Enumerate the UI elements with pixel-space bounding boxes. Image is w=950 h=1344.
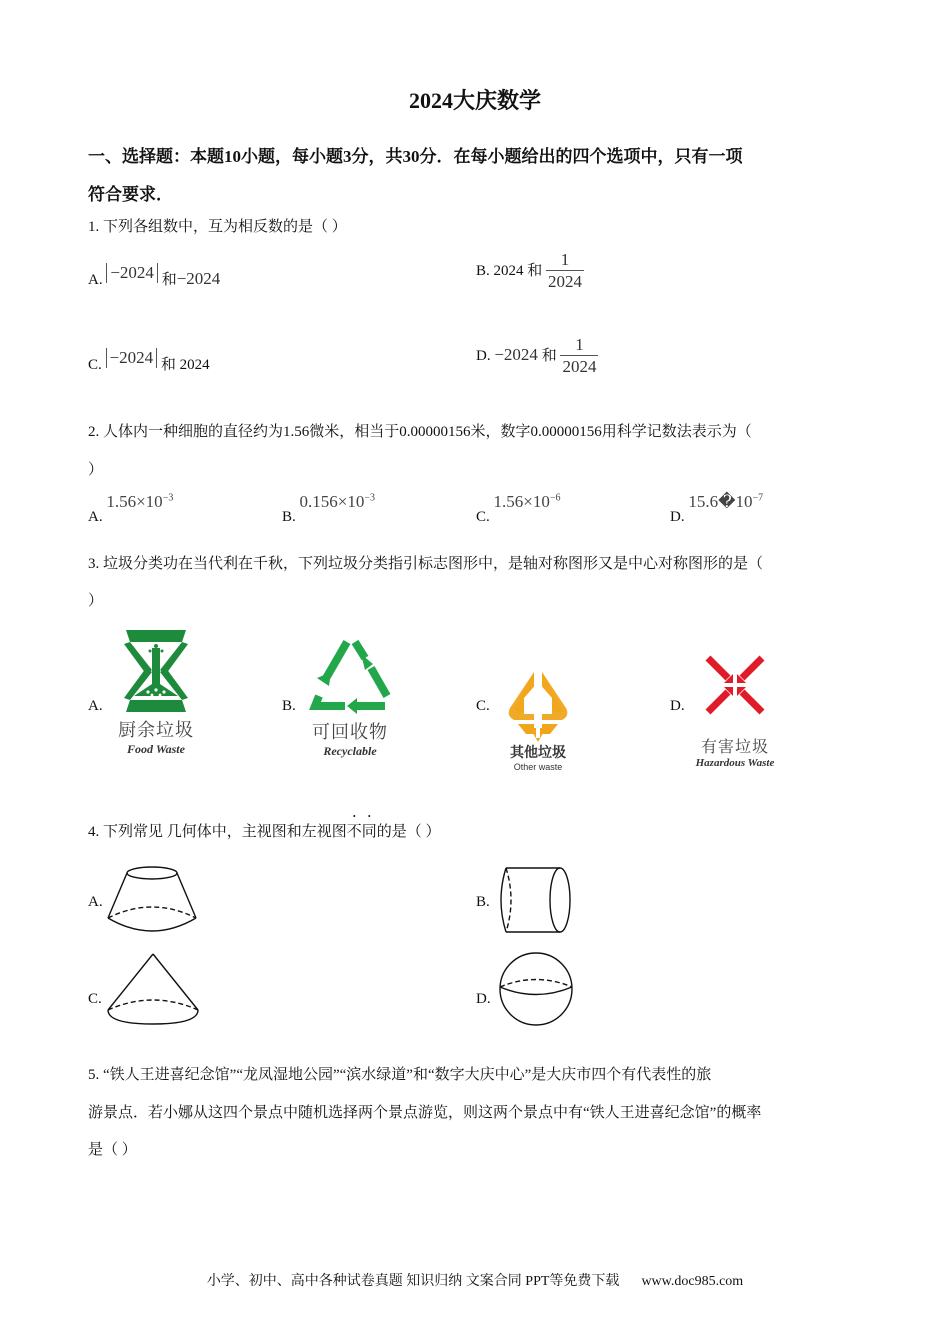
value: −2024 <box>494 344 538 364</box>
value: −2024 <box>176 269 221 288</box>
q2-option-b <box>282 492 375 525</box>
sci-value <box>106 492 173 511</box>
question-2-stem-line1: 2. 人体内一种细胞的直径约为1.56微米，相当于0.00000156米，数字0.00000156用科学记数法表示为（ <box>88 424 752 440</box>
abs-value: −2024 <box>106 348 158 368</box>
q1-option-b <box>476 250 584 293</box>
caption-cn: 可回收物 <box>312 722 388 742</box>
numerator: 1 <box>575 335 584 354</box>
mantissa: 0.156×10 <box>299 492 365 511</box>
q1-option-d <box>476 335 598 378</box>
option-label: D. <box>670 509 685 525</box>
section-heading-line1: 一、选择题：本题10小题，每小题3分，共30分．在每小题给出的四个选项中，只有一项 <box>88 147 743 166</box>
stem-part: 4. 下列常见 几何体中，主视图和左视图 <box>88 824 347 840</box>
sci-value <box>688 492 763 511</box>
exponent: −3 <box>162 492 174 504</box>
caption <box>112 716 200 757</box>
food-waste-icon <box>112 626 200 716</box>
q3-option-d-label: D. <box>670 698 685 714</box>
sci-value <box>494 492 561 511</box>
caption-en: Food Waste <box>127 742 185 756</box>
caption <box>690 734 780 769</box>
q3-option-c <box>500 668 576 772</box>
q2-option-a <box>88 492 174 525</box>
question-1-stem: 1. 下列各组数中，互为相反数的是（ ） <box>88 219 347 235</box>
denominator: 2024 <box>548 272 583 291</box>
caption <box>305 718 395 759</box>
section-heading-line2: 符合要求． <box>88 185 173 204</box>
numerator: 1 <box>560 250 570 269</box>
value: 2024 <box>179 357 210 373</box>
page-footer <box>0 1270 950 1290</box>
q4-option-b-label: B. <box>476 894 490 910</box>
q2-option-d <box>670 492 764 525</box>
q3-option-b-label: B. <box>282 698 296 714</box>
fraction <box>546 250 584 293</box>
stem-part: 的是（ ） <box>376 824 441 840</box>
emphasis-char: 同 <box>361 824 377 840</box>
caption-cn: 厨余垃圾 <box>118 720 194 740</box>
join-word: 和 <box>541 347 557 364</box>
question-5-stem-line3: 是（ ） <box>88 1142 137 1158</box>
mantissa: 15.6�10 <box>688 492 753 511</box>
question-3-stem-line1: 3. 垃圾分类功在当代利在千秋，下列垃圾分类指引标志图形中，是轴对称图形又是中心对称图形的是（ <box>88 556 764 572</box>
q4-option-c-label: C. <box>88 991 102 1007</box>
footer-text: 小学、初中、高中各种试卷真题 知识归纳 文案合同 PPT等免费下载 <box>206 1274 620 1289</box>
q3-option-c-label: C. <box>476 698 490 714</box>
caption <box>500 742 576 772</box>
exponent: −7 <box>752 492 764 504</box>
question-2-stem-line2: ） <box>88 462 104 478</box>
footer-url[interactable]: www.doc985.com <box>641 1274 744 1289</box>
option-label: B. <box>476 262 490 279</box>
exponent: −6 <box>549 492 561 504</box>
q3-option-b <box>305 634 395 759</box>
hazardous-waste-icon <box>700 650 770 720</box>
q1-option-a <box>88 263 221 289</box>
frustum-icon <box>106 864 198 936</box>
join-word: 和 <box>161 272 177 288</box>
q3-option-a-label: A. <box>88 698 103 714</box>
question-4-stem <box>88 820 441 841</box>
caption-cn: 有害垃圾 <box>700 739 769 756</box>
mantissa: 1.56×10 <box>493 492 550 511</box>
q3-option-d <box>690 650 780 769</box>
question-3-stem-line2: ） <box>88 593 104 609</box>
option-label: C. <box>476 509 490 525</box>
join-word: 和 <box>160 357 176 373</box>
page-title: 2024大庆数学 <box>408 88 541 113</box>
question-5-stem-line1: 5. “铁人王进喜纪念馆”“龙凤湿地公园”“滨水绿道”和“数字大庆中心”是大庆市四个有代表性的旅 <box>88 1067 712 1083</box>
q4-option-a-label: A. <box>88 894 103 910</box>
option-label: A. <box>88 509 103 525</box>
caption-cn: 其他垃圾 <box>510 746 566 761</box>
caption-en: Recyclable <box>323 744 377 758</box>
abs-value: −2024 <box>106 263 158 283</box>
value: 2024 <box>493 262 524 279</box>
cylinder-icon <box>496 866 574 936</box>
question-5-stem-line2: 游景点．若小娜从这四个景点中随机选择两个景点游览，则这两个景点中有“铁人王进喜纪念馆”的概率 <box>88 1105 762 1121</box>
recyclable-icon <box>305 634 395 718</box>
fraction <box>560 335 598 378</box>
exponent: −3 <box>364 492 375 504</box>
mantissa: 1.56×10 <box>106 492 163 511</box>
q4-option-d-label: D. <box>476 991 491 1007</box>
q2-option-c <box>476 492 561 525</box>
q1-option-c <box>88 348 210 374</box>
sci-value <box>300 492 375 511</box>
join-word: 和 <box>527 262 543 279</box>
sphere-icon <box>496 950 576 1028</box>
option-label: C. <box>88 357 102 373</box>
option-label: D. <box>476 347 491 364</box>
option-label: B. <box>282 509 296 525</box>
denominator: 2024 <box>562 357 597 376</box>
caption-en: Hazardous Waste <box>695 757 775 769</box>
option-label: A. <box>88 272 103 288</box>
other-waste-icon <box>500 668 576 744</box>
cone-icon <box>106 952 200 1028</box>
caption-en: Other waste <box>513 762 563 772</box>
emphasis-char: 不 <box>346 824 362 840</box>
q3-option-a <box>112 626 200 757</box>
